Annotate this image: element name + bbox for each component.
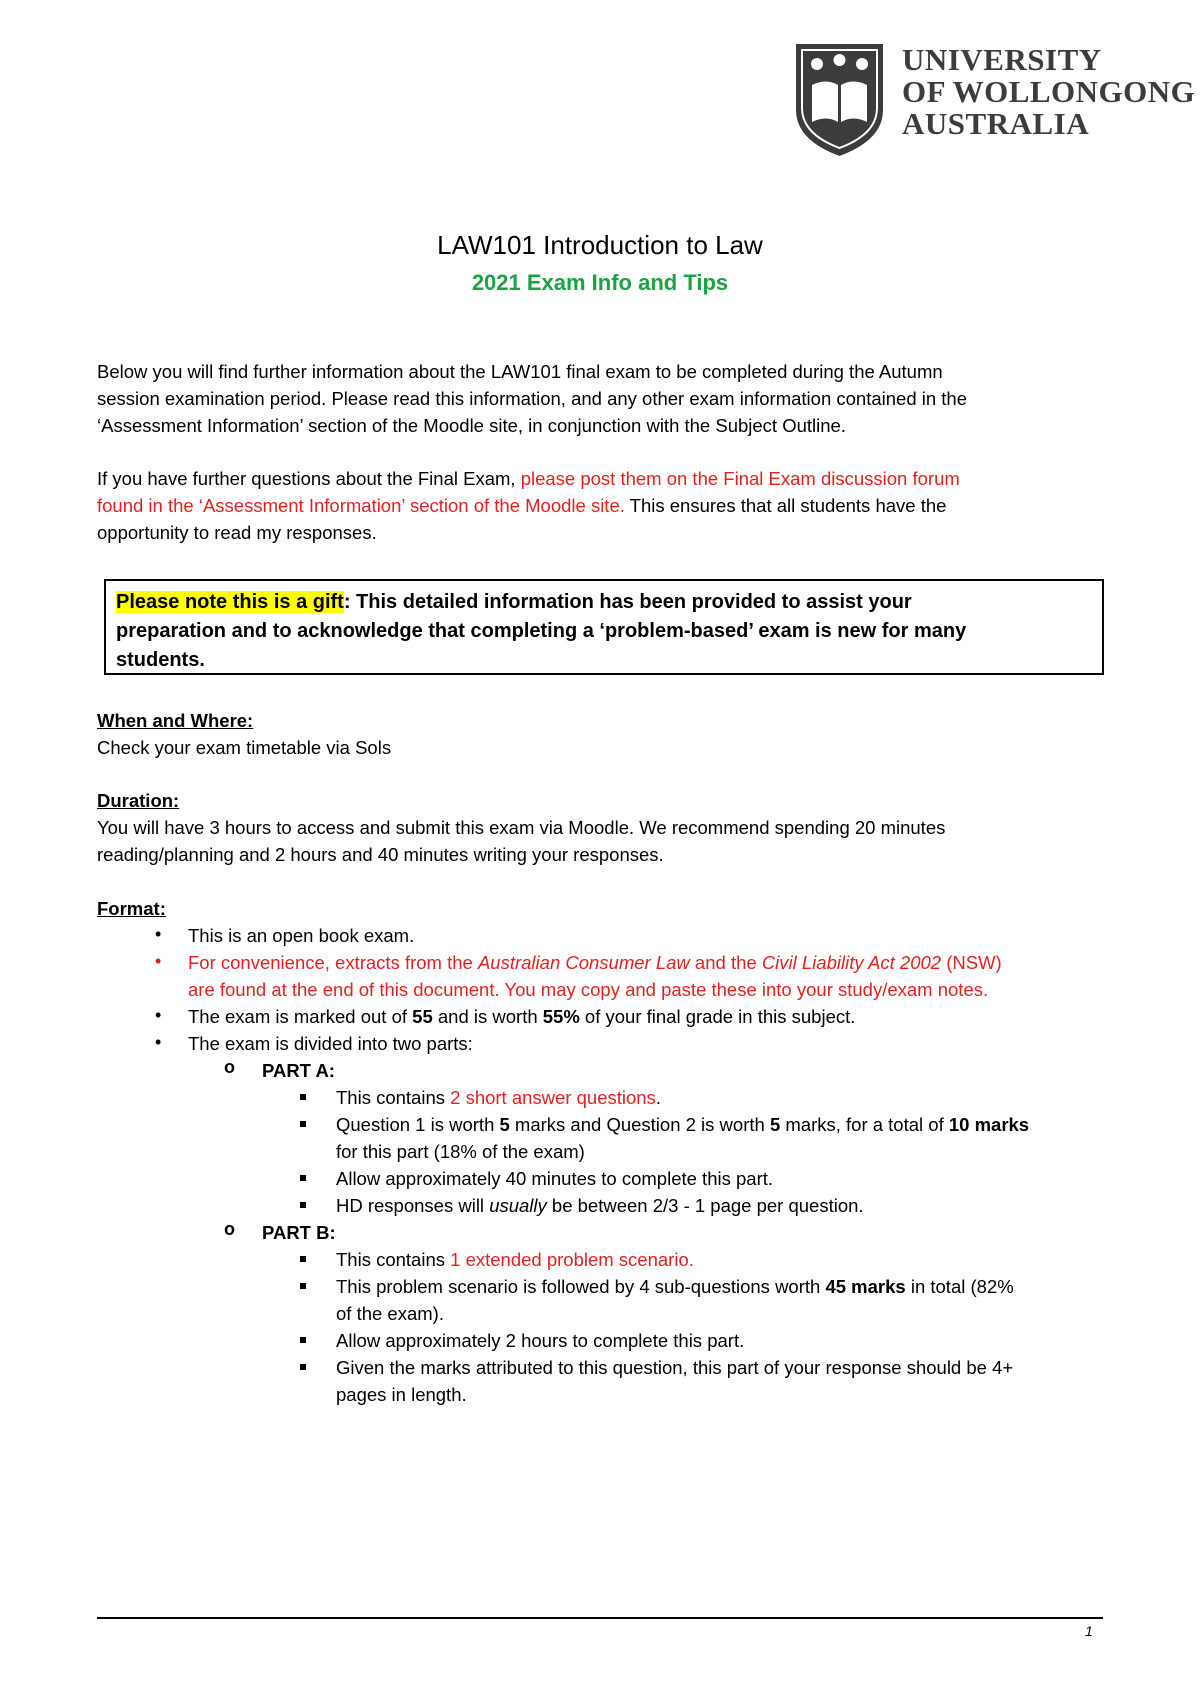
part-a-label: PART A: xyxy=(262,1060,335,1081)
pa-s1-a: This contains xyxy=(336,1087,451,1108)
questions-line-1 xyxy=(97,465,960,492)
gift-note-line-2: preparation and to acknowledge that completing a ‘problem-based’ exam is new for many xyxy=(116,620,967,642)
part-a-marker: o xyxy=(224,1057,235,1077)
when-heading: When and Where: xyxy=(97,710,254,731)
footer-rule xyxy=(97,1617,1103,1619)
pa-s2-10: 10 marks xyxy=(948,1114,1030,1135)
pa-s4-italic: usually xyxy=(489,1195,547,1216)
pa-s1-red: 2 short answer questions xyxy=(450,1087,656,1108)
part-b-item-2-line-2: of the exam). xyxy=(336,1303,444,1324)
pa-s2-b: marks and Question 2 is worth xyxy=(509,1114,770,1135)
part-b-label: PART B: xyxy=(262,1222,336,1243)
part-a-sq-1 xyxy=(300,1094,306,1100)
b3-text-c: of your final grade in this subject. xyxy=(579,1006,856,1027)
b3-pct: 55% xyxy=(542,1006,580,1027)
duration-line-2: reading/planning and 2 hours and 40 minutes writing your responses. xyxy=(97,844,664,865)
document-title: LAW101 Introduction to Law xyxy=(437,230,763,260)
pa-s2-5a: 5 xyxy=(499,1114,510,1135)
pb-s2-c: in total (82% xyxy=(905,1276,1014,1297)
pb-s2-b: 45 marks xyxy=(825,1276,906,1297)
format-bullet-3 xyxy=(188,1003,855,1030)
questions-post: This ensures that all students have the xyxy=(624,495,947,516)
part-a-sq-4 xyxy=(300,1202,306,1208)
gift-note-box xyxy=(104,579,1104,675)
duration-heading: Duration: xyxy=(97,790,180,811)
intro-line-3: ‘Assessment Information’ section of the Moodle site, in conjunction with the Subject Outline. xyxy=(97,415,846,436)
part-b-item-2 xyxy=(336,1273,1014,1300)
gift-note-highlight: Please note this is a gift xyxy=(116,591,344,613)
bullet-4: • xyxy=(155,1032,162,1052)
format-bullet-1: This is an open book exam. xyxy=(188,925,415,946)
format-heading: Format: xyxy=(97,898,166,919)
part-a-item-1 xyxy=(336,1084,661,1111)
part-b-item-4: Given the marks attributed to this question, this part of your response should be 4+ xyxy=(336,1357,1014,1378)
pb-s1-red: 1 extended problem scenario. xyxy=(450,1249,694,1270)
gift-note-line-1: : This detailed information has been provided to assist your xyxy=(343,591,912,613)
b3-text-b: and is worth xyxy=(432,1006,543,1027)
part-a-sq-2 xyxy=(300,1121,306,1127)
b2-text-b: and the xyxy=(689,952,762,973)
logo-line-1: UNIVERSITY xyxy=(902,42,1102,77)
university-logo xyxy=(792,40,1196,160)
intro-line-1: Below you will find further information about the LAW101 final exam to be completed during the Autumn xyxy=(97,361,943,382)
pa-s2-a: Question 1 is worth xyxy=(336,1114,500,1135)
pb-s2-a: This problem scenario is followed by 4 sub-questions worth xyxy=(336,1276,826,1297)
questions-pre: If you have further questions about the Final Exam, xyxy=(97,468,521,489)
b2-italic-acl: Australian Consumer Law xyxy=(477,952,690,973)
questions-red-1: please post them on the Final Exam discussion forum xyxy=(520,468,960,489)
part-b-sq-1 xyxy=(300,1256,306,1262)
bullet-1: • xyxy=(155,924,162,944)
part-b-sq-4 xyxy=(300,1364,306,1370)
part-b-marker: o xyxy=(224,1219,235,1239)
questions-line-3: opportunity to read my responses. xyxy=(97,522,377,543)
part-b-item-1 xyxy=(336,1246,694,1273)
part-b-item-3: Allow approximately 2 hours to complete this part. xyxy=(336,1330,745,1351)
pb-s1-a: This contains xyxy=(336,1249,451,1270)
page-number: 1 xyxy=(1085,1623,1093,1639)
pa-s4-b: be between 2/3 - 1 page per question. xyxy=(546,1195,864,1216)
university-shield-icon xyxy=(792,40,887,160)
questions-line-2 xyxy=(97,492,946,519)
questions-red-2: found in the ‘Assessment Information’ section of the Moodle site. xyxy=(97,495,625,516)
part-b-item-4-line-2: pages in length. xyxy=(336,1384,467,1405)
document-subtitle: 2021 Exam Info and Tips xyxy=(471,270,729,295)
bullet-2: • xyxy=(155,951,162,971)
pa-s2-c: marks, for a total of xyxy=(780,1114,949,1135)
part-a-item-2 xyxy=(336,1111,1029,1138)
b3-text-a: The exam is marked out of xyxy=(188,1006,413,1027)
pa-s4-a: HD responses will xyxy=(336,1195,490,1216)
bullet-3: • xyxy=(155,1005,162,1025)
format-bullet-2-line-1 xyxy=(188,949,1002,976)
b3-55: 55 xyxy=(412,1006,433,1027)
format-bullet-2-line-2: are found at the end of this document. You may copy and paste these into your study/exam notes. xyxy=(188,979,989,1000)
b2-text-c: (NSW) xyxy=(941,952,1002,973)
part-b-sq-3 xyxy=(300,1337,306,1343)
when-text: Check your exam timetable via Sols xyxy=(97,737,392,758)
logo-line-2: OF WOLLONGONG xyxy=(902,74,1196,109)
b2-text-a: For convenience, extracts from the xyxy=(188,952,478,973)
part-a-item-4 xyxy=(336,1192,864,1219)
b2-italic-cla: Civil Liability Act 2002 xyxy=(761,952,942,973)
pa-s1-b: . xyxy=(655,1087,661,1108)
part-b-sq-2 xyxy=(300,1283,306,1289)
duration-line-1: You will have 3 hours to access and submit this exam via Moodle. We recommend spending 20 minutes xyxy=(97,817,946,838)
part-a-sq-3 xyxy=(300,1175,306,1181)
part-a-item-3: Allow approximately 40 minutes to complete this part. xyxy=(336,1168,774,1189)
format-bullet-4: The exam is divided into two parts: xyxy=(188,1033,473,1054)
logo-line-3: AUSTRALIA xyxy=(902,106,1090,141)
pa-s2-5b: 5 xyxy=(769,1114,781,1135)
intro-line-2: session examination period. Please read this information, and any other exam information contained in the xyxy=(97,388,968,409)
gift-note-line-3: students. xyxy=(116,649,205,671)
part-a-item-2-line-2: for this part (18% of the exam) xyxy=(336,1141,585,1162)
